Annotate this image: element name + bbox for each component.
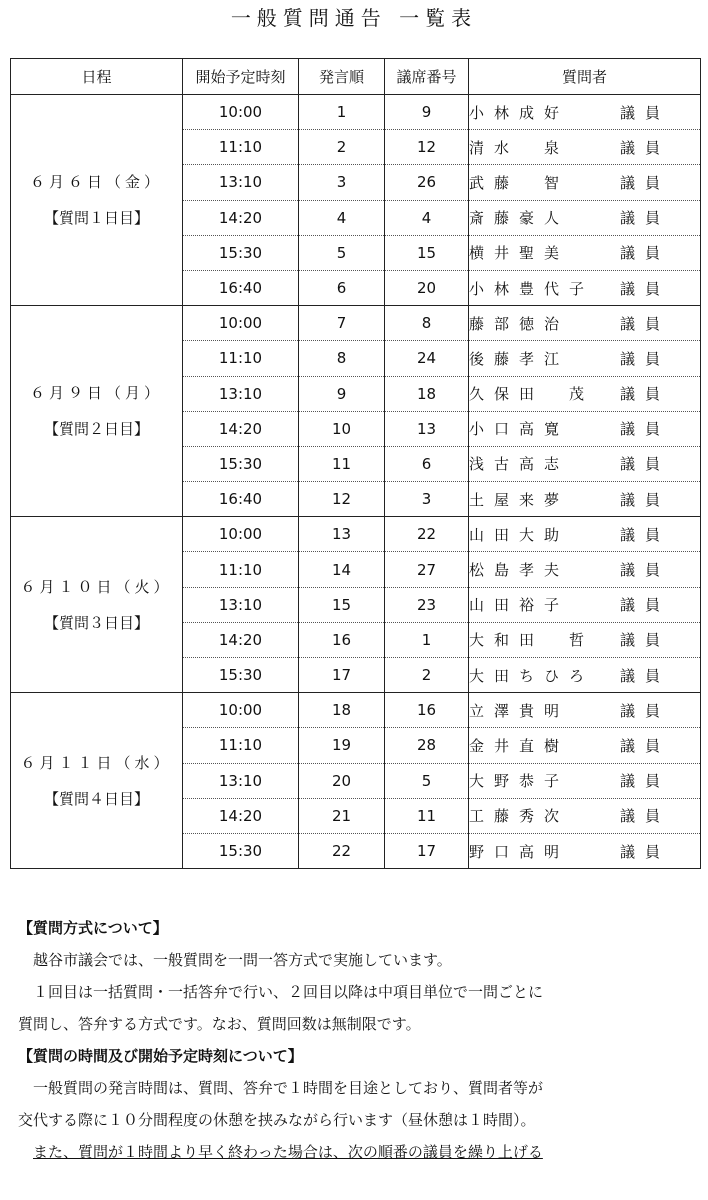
questioner-cell [469,270,701,305]
questioner-name: 山田大助 [469,525,570,544]
speaking-order-cell: 14 [299,552,385,587]
questioner-wrap [469,102,700,123]
seat-number-cell: 15 [385,235,469,270]
questioner-name: 金井直樹 [469,736,570,755]
speaking-order-cell: 20 [299,763,385,798]
start-time-cell: 15:30 [183,235,299,270]
questioner-name: 清水 泉 [469,138,570,157]
questioner-title: 議員 [619,455,670,474]
questioner-title: 議員 [619,701,670,720]
questioner-title: 議員 [619,103,670,122]
seat-number-cell: 3 [385,482,469,517]
questioner-wrap [469,313,700,334]
seat-number-cell: 17 [385,833,469,868]
questioner-name: 小口高寛 [469,420,570,439]
questioner-title: 議員 [619,631,670,650]
questioner-wrap [469,594,700,615]
notes-paragraph: 交代する際に１０分間程度の休憩を挟みながら行います（昼休憩は１時間）。 [18,1111,536,1129]
questioner-title: 議員 [619,807,670,826]
table-row [11,517,701,552]
questioner-wrap [469,665,700,686]
seat-number-cell: 18 [385,376,469,411]
questioner-cell [469,95,701,130]
speaking-order-cell: 22 [299,833,385,868]
start-time-cell: 10:00 [183,517,299,552]
questioner-name: 土屋来夢 [469,490,570,509]
speaking-order-cell: 3 [299,165,385,200]
questioner-name: 浅古高志 [469,455,570,474]
questioner-cell [469,658,701,693]
notes-heading-method: 【質問方式について】 [18,919,168,937]
questioner-cell [469,306,701,341]
notes-underlined-text: また、質問が１時間より早く終わった場合は、次の順番の議員を繰り上げる [33,1143,543,1161]
questioner-name: 武藤 智 [469,173,570,192]
questioner-cell [469,728,701,763]
speaking-order-cell: 17 [299,658,385,693]
seat-number-cell: 23 [385,587,469,622]
start-time-cell: 16:40 [183,270,299,305]
questioner-wrap [469,137,700,158]
questioner-title: 議員 [619,138,670,157]
start-time-cell: 10:00 [183,95,299,130]
start-time-cell: 14:20 [183,200,299,235]
questioner-title: 議員 [619,772,670,791]
seat-number-cell: 11 [385,798,469,833]
questioner-title: 議員 [619,385,670,404]
seat-number-cell: 24 [385,341,469,376]
questioner-cell [469,517,701,552]
speaking-order-cell: 4 [299,200,385,235]
start-time-cell: 13:10 [183,587,299,622]
day-date: ６月９日（月） [29,384,163,403]
questioner-cell [469,482,701,517]
questioner-cell [469,446,701,481]
schedule-body [11,95,701,869]
day-label: 【質問１日目】 [43,209,149,228]
start-time-cell: 14:20 [183,622,299,657]
speaking-order-cell: 19 [299,728,385,763]
start-time-cell: 15:30 [183,833,299,868]
questioner-wrap [469,629,700,650]
seat-number-cell: 12 [385,130,469,165]
speaking-order-cell: 11 [299,446,385,481]
speaking-order-cell: 16 [299,622,385,657]
questioner-wrap [469,278,700,299]
table-row [11,693,701,728]
questioner-title: 議員 [619,349,670,368]
questioner-name: 久保田 茂 [469,385,595,404]
header-schedule: 日程 [11,59,183,95]
questioner-wrap [469,453,700,474]
questioner-name: 小林成好 [469,103,570,122]
questioner-wrap [469,524,700,545]
questioner-title: 議員 [619,173,670,192]
notes-paragraph: １回目は一括質問・一括答弁で行い、２回目以降は中項目単位で一問ごとに [33,983,544,1001]
speaking-order-cell: 9 [299,376,385,411]
seat-number-cell: 8 [385,306,469,341]
seat-number-cell: 13 [385,411,469,446]
questioner-title: 議員 [619,666,670,685]
questioner-wrap [469,700,700,721]
questioner-wrap [469,172,700,193]
questioner-title: 議員 [619,420,670,439]
table-row [11,95,701,130]
seat-number-cell: 28 [385,728,469,763]
questioner-cell [469,130,701,165]
speaking-order-cell: 5 [299,235,385,270]
seat-number-cell: 2 [385,658,469,693]
table-header-row [11,59,701,95]
speaking-order-cell: 2 [299,130,385,165]
questioner-wrap [469,770,700,791]
seat-number-cell: 9 [385,95,469,130]
speaking-order-cell: 10 [299,411,385,446]
speaking-order-cell: 1 [299,95,385,130]
questioner-title: 議員 [619,279,670,298]
notes-paragraph: 越谷市議会では、一般質問を一問一答方式で実施しています。 [33,951,452,969]
start-time-cell: 14:20 [183,411,299,446]
questioner-title: 議員 [619,244,670,263]
questioner-cell [469,200,701,235]
start-time-cell: 11:10 [183,552,299,587]
questioner-wrap [469,805,700,826]
questioner-title: 議員 [619,525,670,544]
header-speaking-order: 発言順 [299,59,385,95]
questioner-wrap [469,242,700,263]
notes-paragraph [18,1136,698,1168]
start-time-cell: 14:20 [183,798,299,833]
seat-number-cell: 4 [385,200,469,235]
questioner-title: 議員 [619,490,670,509]
questioner-cell [469,798,701,833]
questioner-name: 大和田 哲 [469,631,595,650]
questioner-name: 松島孝夫 [469,561,570,580]
speaking-order-cell: 8 [299,341,385,376]
questioner-cell [469,235,701,270]
day-cell [11,517,183,693]
questioner-name: 小林豊代子 [469,279,595,298]
questioner-cell [469,622,701,657]
questioner-cell [469,587,701,622]
speaking-order-cell: 18 [299,693,385,728]
questioner-name: 立澤貴明 [469,701,570,720]
notes-paragraph: 質問し、答弁する方式です。なお、質問回数は無制限です。 [18,1015,421,1033]
speaking-order-cell: 6 [299,270,385,305]
questioner-title: 議員 [619,561,670,580]
seat-number-cell: 6 [385,446,469,481]
seat-number-cell: 20 [385,270,469,305]
day-label: 【質問３日目】 [43,613,149,632]
seat-number-cell: 27 [385,552,469,587]
questioner-name: 横井聖美 [469,244,570,263]
speaking-order-cell: 13 [299,517,385,552]
start-time-cell: 15:30 [183,446,299,481]
speaking-order-cell: 7 [299,306,385,341]
notes-heading-time: 【質問の時間及び開始予定時刻について】 [18,1047,303,1065]
questioner-name: 工藤秀次 [469,807,570,826]
header-seat-number: 議席番号 [385,59,469,95]
day-label: 【質問４日目】 [43,789,149,808]
questioner-cell [469,376,701,411]
speaking-order-cell: 12 [299,482,385,517]
start-time-cell: 11:10 [183,130,299,165]
day-date: ６月１０日（火） [20,577,173,596]
questioner-wrap [469,383,700,404]
questioner-cell [469,552,701,587]
day-cell [11,693,183,869]
seat-number-cell: 26 [385,165,469,200]
speaking-order-cell: 15 [299,587,385,622]
header-questioner: 質問者 [469,59,701,95]
start-time-cell: 15:30 [183,658,299,693]
start-time-cell: 11:10 [183,728,299,763]
day-cell [11,306,183,517]
questioner-cell [469,341,701,376]
start-time-cell: 16:40 [183,482,299,517]
start-time-cell: 13:10 [183,763,299,798]
day-cell [11,95,183,306]
questioner-cell [469,165,701,200]
start-time-cell: 13:10 [183,376,299,411]
questioner-wrap [469,489,700,510]
start-time-cell: 11:10 [183,341,299,376]
questioner-wrap [469,348,700,369]
questioner-wrap [469,418,700,439]
questioner-cell [469,693,701,728]
notes-section [18,912,698,1168]
schedule-table [10,58,701,869]
questioner-name: 山田裕子 [469,596,570,615]
questioner-name: 大野恭子 [469,772,570,791]
start-time-cell: 10:00 [183,306,299,341]
questioner-title: 議員 [619,209,670,228]
speaking-order-cell: 21 [299,798,385,833]
questioner-name: 藤部徳治 [469,314,570,333]
header-start-time: 開始予定時刻 [183,59,299,95]
seat-number-cell: 1 [385,622,469,657]
questioner-title: 議員 [619,314,670,333]
day-date: ６月６日（金） [29,173,163,192]
questioner-name: 野口高明 [469,842,570,861]
notes-paragraph: 一般質問の発言時間は、質問、答弁で１時間を目途としており、質問者等が [33,1079,544,1097]
start-time-cell: 13:10 [183,165,299,200]
questioner-name: 斎藤豪人 [469,209,570,228]
questioner-wrap [469,841,700,862]
questioner-name: 後藤孝江 [469,349,570,368]
questioner-cell [469,833,701,868]
seat-number-cell: 22 [385,517,469,552]
seat-number-cell: 16 [385,693,469,728]
questioner-title: 議員 [619,842,670,861]
page-title: 一般質問通告 一覧表 [230,6,478,30]
questioner-cell [469,763,701,798]
day-label: 【質問２日目】 [43,420,149,439]
questioner-cell [469,411,701,446]
table-row [11,306,701,341]
questioner-name: 大田ちひろ [469,666,595,685]
questioner-wrap [469,559,700,580]
questioner-title: 議員 [619,736,670,755]
questioner-wrap [469,207,700,228]
questioner-title: 議員 [619,596,670,615]
day-date: ６月１１日（水） [20,753,173,772]
start-time-cell: 10:00 [183,693,299,728]
questioner-wrap [469,735,700,756]
seat-number-cell: 5 [385,763,469,798]
